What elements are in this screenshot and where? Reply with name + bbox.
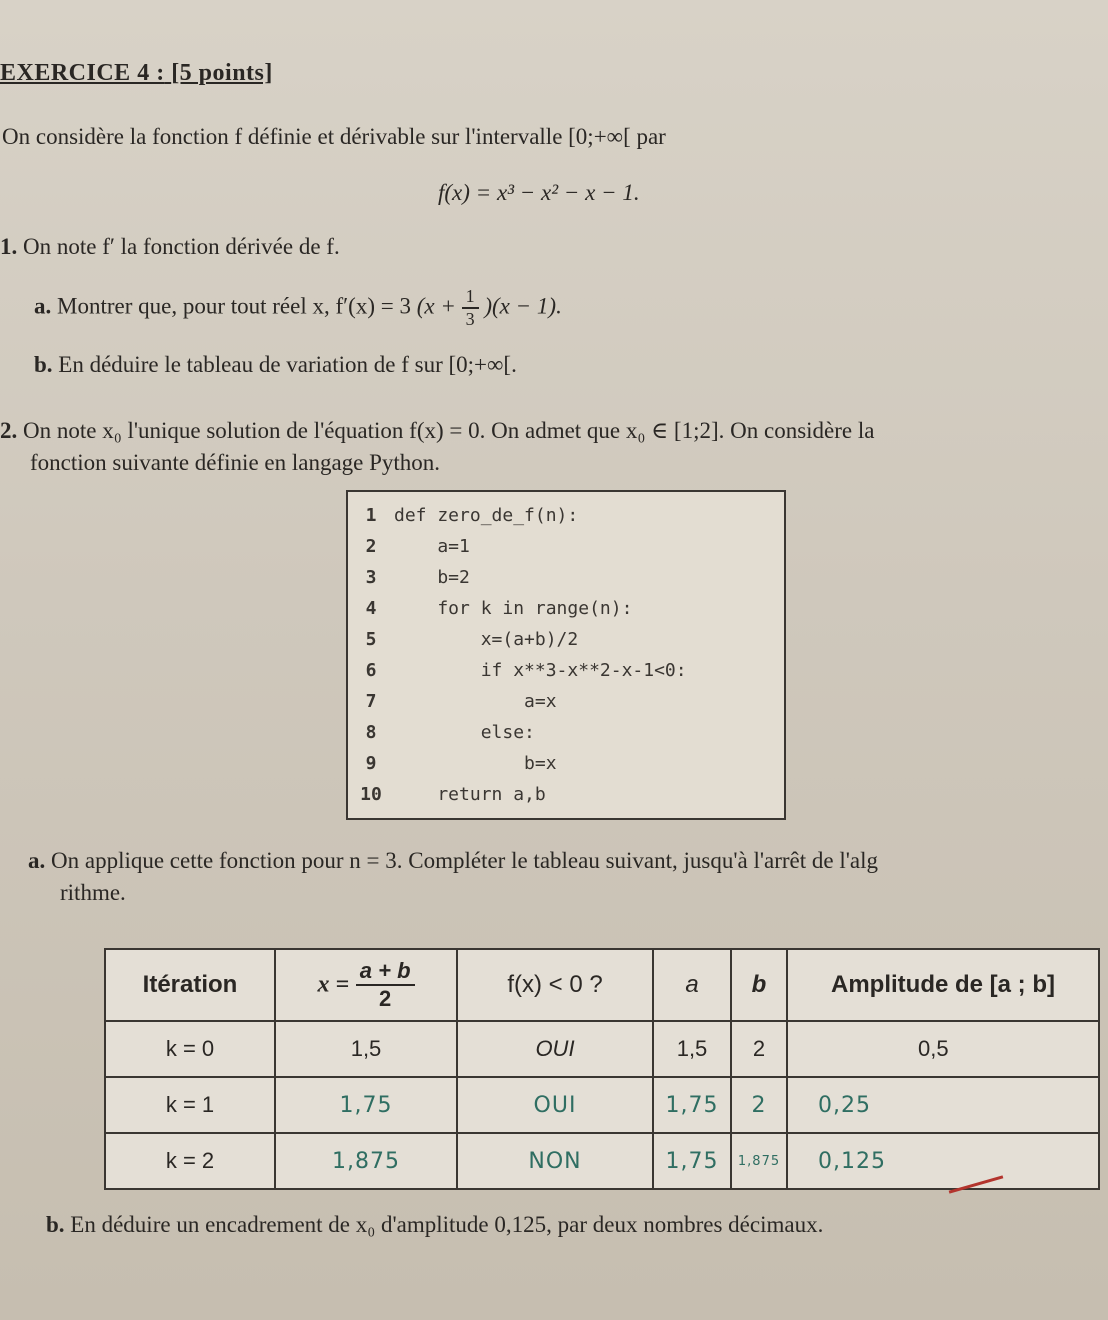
- code-line-number: 4: [365, 598, 377, 619]
- q1a-fraction: [462, 286, 479, 330]
- table-header-row: [105, 949, 1099, 1021]
- cell-b-handwritten: 1,875: [731, 1133, 787, 1189]
- code-line-text: a=x: [394, 691, 557, 712]
- q1b-label: b.: [34, 352, 53, 377]
- table-row: [105, 1077, 1099, 1133]
- header-b: b: [731, 949, 787, 1021]
- intro-text: On considère la fonction f définie et dérivable sur l'intervalle [0;+∞[ par: [2, 124, 666, 149]
- q2a-text-line1: On applique cette fonction pour n = 3. Compléter le tableau suivant, jusqu'à l'arrêt de l'alg: [51, 848, 878, 873]
- cell-fx: OUI: [457, 1021, 653, 1077]
- code-line-text: def zero_de_f(n):: [394, 505, 579, 526]
- code-line-number: 8: [365, 722, 377, 743]
- header-fx: f(x) < 0 ?: [457, 949, 653, 1021]
- header-x-num: a + b: [356, 958, 415, 986]
- cell-fx-handwritten: OUI: [457, 1077, 653, 1133]
- header-iteration: Itération: [105, 949, 275, 1021]
- cell-x-handwritten: 1,875: [275, 1133, 457, 1189]
- cell-amplitude-handwritten: 0,25: [787, 1077, 1099, 1133]
- cell-b-handwritten: 2: [731, 1077, 787, 1133]
- cell-a: 1,5: [653, 1021, 731, 1077]
- q1-label: 1.: [0, 234, 18, 259]
- q1a-frac-den: 3: [465, 309, 475, 329]
- code-line-number: 1: [365, 505, 377, 526]
- intro-equation: f(x) = x³ − x² − x − 1.: [438, 180, 640, 205]
- code-line: [348, 655, 687, 686]
- code-line-text: if x**3-x**2-x-1<0:: [394, 660, 687, 681]
- code-line-text: else:: [394, 722, 535, 743]
- code-line: [348, 531, 470, 562]
- q2a-label: a.: [28, 848, 46, 873]
- q2-text-line1: On note x₀ l'unique solution de l'équation f(x) = 0. On admet que x₀ ∈ [1;2]. On considère la: [23, 418, 875, 443]
- code-line: [348, 717, 535, 748]
- exercise-heading: EXERCICE 4 :: [0, 60, 165, 86]
- q2b-label: b.: [46, 1212, 65, 1237]
- table-row: [105, 1021, 1099, 1077]
- exercise-title: [0, 60, 273, 87]
- header-x-fraction: [356, 958, 415, 1012]
- iteration-table: [104, 948, 1100, 1190]
- cell-amplitude: 0,5: [787, 1021, 1099, 1077]
- header-a: a: [653, 949, 731, 1021]
- cell-a-handwritten: 1,75: [653, 1077, 731, 1133]
- q1-text: On note f′ la fonction dérivée de f.: [23, 234, 340, 259]
- cell-fx-handwritten: NON: [457, 1133, 653, 1189]
- code-line: [348, 593, 632, 624]
- code-line-number: 6: [365, 660, 377, 681]
- q1a-paren-right: )(x − 1).: [484, 293, 562, 319]
- cell-k: k = 1: [105, 1077, 275, 1133]
- code-line-number: 2: [365, 536, 377, 557]
- cell-k: k = 2: [105, 1133, 275, 1189]
- q1a-text: Montrer que, pour tout réel x, f′(x) = 3: [57, 293, 411, 319]
- code-line: [348, 624, 578, 655]
- code-line: [348, 686, 557, 717]
- q1a-frac-num: 1: [462, 286, 479, 309]
- cell-x: 1,5: [275, 1021, 457, 1077]
- q1a-statement: [34, 286, 562, 330]
- q2-text-line2: fonction suivante définie en langage Python.: [30, 450, 441, 475]
- q1a-paren-left: (x +: [416, 293, 456, 319]
- header-x: [275, 949, 457, 1021]
- cell-k: k = 0: [105, 1021, 275, 1077]
- code-line-number: 10: [360, 784, 382, 805]
- exercise-points: [5 points]: [171, 60, 273, 86]
- q2a-text-line2: rithme.: [60, 880, 126, 905]
- table-row: [105, 1133, 1099, 1189]
- code-line-text: b=2: [394, 567, 470, 588]
- q1b-text: En déduire le tableau de variation de f sur [0;+∞[.: [58, 352, 517, 377]
- code-line-number: 5: [365, 629, 377, 650]
- code-line-text: x=(a+b)/2: [394, 629, 579, 650]
- q2b-text: En déduire un encadrement de x₀ d'amplitude 0,125, par deux nombres décimaux.: [70, 1212, 824, 1237]
- cell-x-handwritten: 1,75: [275, 1077, 457, 1133]
- q2-label: 2.: [0, 418, 18, 443]
- code-line-text: b=x: [394, 753, 557, 774]
- code-line: [348, 779, 546, 810]
- python-code-box: [346, 490, 786, 820]
- code-line: [348, 748, 557, 779]
- code-line-number: 7: [365, 691, 377, 712]
- q1a-label: a.: [34, 293, 52, 319]
- code-line-text: return a,b: [394, 784, 546, 805]
- q2b-statement: [46, 1212, 823, 1238]
- code-line: [348, 562, 470, 593]
- cell-b: 2: [731, 1021, 787, 1077]
- code-line: [348, 500, 578, 531]
- cell-amplitude-handwritten: 0,125: [787, 1133, 1099, 1189]
- header-x-prefix: x =: [317, 971, 350, 998]
- code-line-text: for k in range(n):: [394, 598, 633, 619]
- header-amplitude: Amplitude de [a ; b]: [787, 949, 1099, 1021]
- code-line-number: 3: [365, 567, 377, 588]
- code-line-text: a=1: [394, 536, 470, 557]
- q2-statement: [0, 418, 874, 444]
- q2a-statement: [28, 848, 878, 874]
- code-line-number: 9: [365, 753, 377, 774]
- q1b-statement: [34, 352, 517, 378]
- header-x-den: 2: [379, 986, 392, 1011]
- q1-statement: [0, 234, 340, 260]
- cell-a-handwritten: 1,75: [653, 1133, 731, 1189]
